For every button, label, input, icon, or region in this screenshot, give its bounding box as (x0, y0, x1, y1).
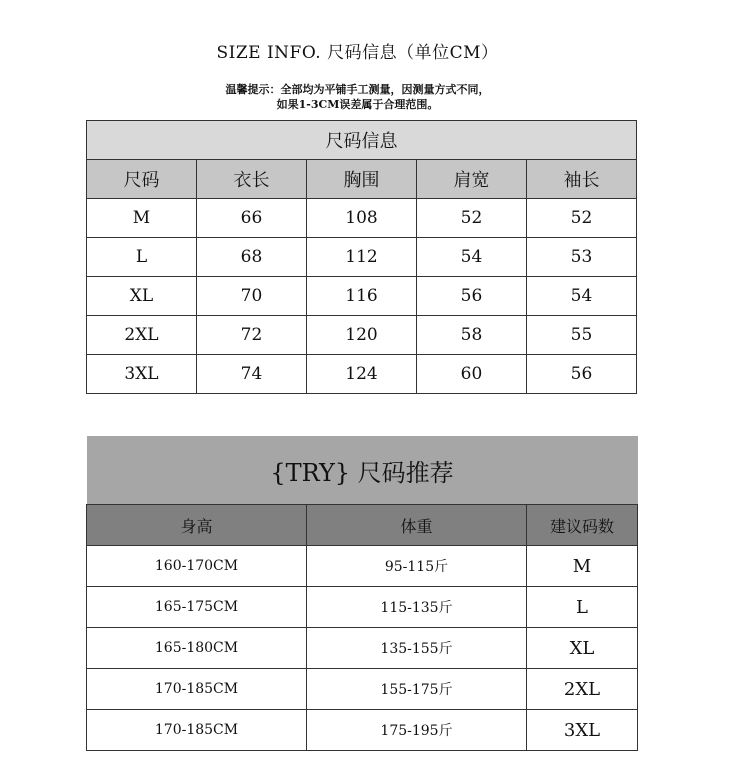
size-table-header-row (87, 160, 637, 199)
table-row (87, 355, 637, 394)
size-table-caption: 尺码信息 (87, 121, 637, 160)
recommendation-banner: {TRY} 尺码推荐 (87, 436, 638, 505)
column-header: 尺码 (87, 160, 197, 199)
recommended-size-cell: L (527, 587, 638, 628)
table-cell: 58 (417, 316, 527, 355)
column-header: 胸围 (307, 160, 417, 199)
size-info-table (86, 120, 637, 394)
recommended-size-cell: 2XL (527, 669, 638, 710)
height-cell: 165-175CM (87, 587, 307, 628)
height-cell: 165-180CM (87, 628, 307, 669)
weight-cell: 95-115斤 (307, 546, 527, 587)
table-cell: 116 (307, 277, 417, 316)
recommendation-header-row (87, 505, 638, 546)
column-header: 建议码数 (527, 505, 638, 546)
column-header: 肩宽 (417, 160, 527, 199)
recommended-size-cell: M (527, 546, 638, 587)
table-row (87, 199, 637, 238)
table-row (87, 546, 638, 587)
table-row (87, 316, 637, 355)
column-header: 体重 (307, 505, 527, 546)
table-cell: 56 (527, 355, 637, 394)
table-cell: L (87, 238, 197, 277)
notice-text (0, 82, 715, 112)
column-header: 身高 (87, 505, 307, 546)
table-cell: 60 (417, 355, 527, 394)
table-cell: 112 (307, 238, 417, 277)
table-cell: 70 (197, 277, 307, 316)
recommended-size-cell: 3XL (527, 710, 638, 751)
table-cell: 56 (417, 277, 527, 316)
recommended-size-cell: XL (527, 628, 638, 669)
page-title: SIZE INFO. 尺码信息（单位CM） (216, 43, 499, 63)
weight-cell: 115-135斤 (307, 587, 527, 628)
table-cell: 74 (197, 355, 307, 394)
table-cell: 54 (527, 277, 637, 316)
height-cell: 160-170CM (87, 546, 307, 587)
column-header: 袖长 (527, 160, 637, 199)
table-cell: 108 (307, 199, 417, 238)
weight-cell: 175-195斤 (307, 710, 527, 751)
table-cell: 52 (527, 199, 637, 238)
column-header: 衣长 (197, 160, 307, 199)
table-row (87, 238, 637, 277)
table-cell: 54 (417, 238, 527, 277)
weight-cell: 135-155斤 (307, 628, 527, 669)
size-recommendation-table (86, 436, 638, 751)
table-cell: 52 (417, 199, 527, 238)
table-cell: XL (87, 277, 197, 316)
table-cell: 53 (527, 238, 637, 277)
table-cell: 2XL (87, 316, 197, 355)
table-cell: 3XL (87, 355, 197, 394)
notice-line-2: 如果1-3CM误差属于合理范围。 (276, 98, 439, 111)
notice-line-1: 温馨提示：全部均为平铺手工测量，因测量方式不同， (225, 83, 490, 96)
weight-cell: 155-175斤 (307, 669, 527, 710)
table-cell: 68 (197, 238, 307, 277)
height-cell: 170-185CM (87, 669, 307, 710)
table-row (87, 587, 638, 628)
table-cell: 66 (197, 199, 307, 238)
table-row (87, 710, 638, 751)
table-cell: M (87, 199, 197, 238)
table-cell: 55 (527, 316, 637, 355)
height-cell: 170-185CM (87, 710, 307, 751)
table-cell: 120 (307, 316, 417, 355)
table-cell: 72 (197, 316, 307, 355)
table-cell: 124 (307, 355, 417, 394)
table-row (87, 669, 638, 710)
table-row (87, 277, 637, 316)
table-row (87, 628, 638, 669)
